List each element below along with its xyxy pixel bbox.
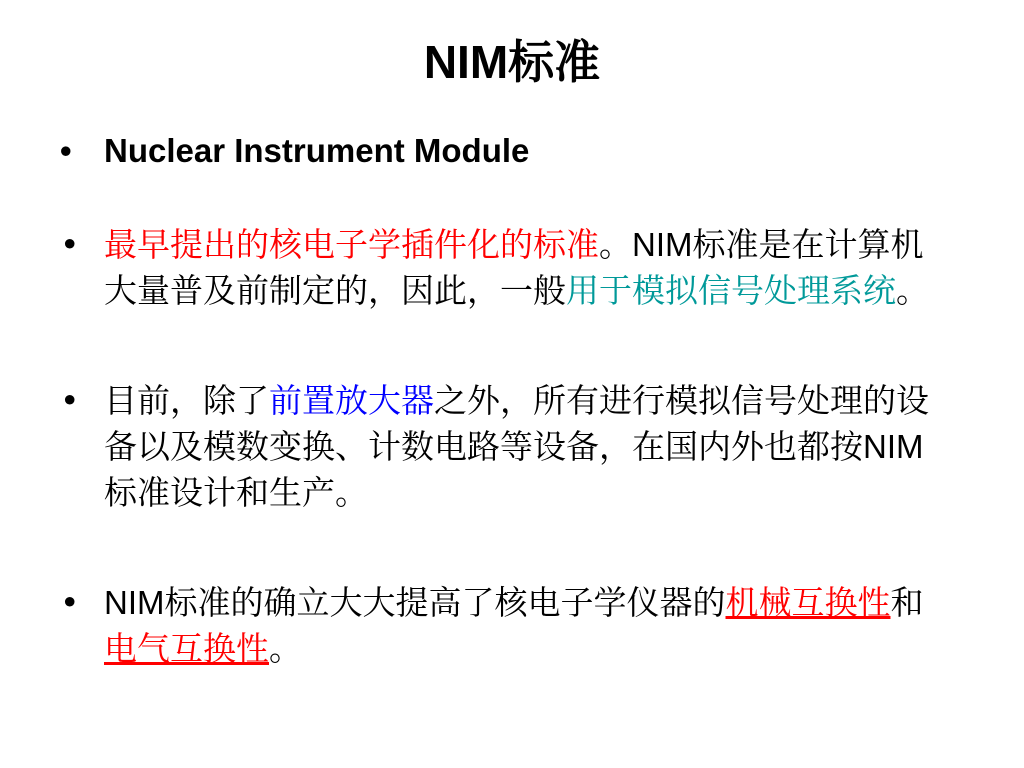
bullet-text: 标准的确立大大提高了核电子学仪器的 [164, 583, 726, 622]
highlight-red-underlined-text: 电气互换性 [104, 629, 269, 668]
bullet-text-latin: NIM [632, 226, 693, 263]
bullet-text: 标准设计和生产。 [104, 473, 368, 512]
slide-title: NIM标准 [423, 36, 601, 88]
bullet-dot: • [60, 381, 80, 420]
bullet-text: 。 [269, 629, 302, 668]
bullet-text: Nuclear Instrument Module [104, 132, 530, 169]
bullet-text-latin: NIM [104, 584, 165, 621]
bullet-item-4 [60, 580, 950, 672]
bullet-text: 。 [599, 225, 632, 264]
bullet-dot: • [60, 583, 80, 622]
bullet-text-latin: NIM [863, 428, 924, 465]
bullet-text: 标准是在计算机大量普及前制定的，因此，一般 [104, 225, 924, 310]
bullet-text: 。 [896, 271, 929, 310]
bullet-dot: • [60, 132, 72, 169]
bullet-item-3 [60, 378, 950, 516]
highlight-teal-text: 用于模拟信号处理系统 [566, 271, 896, 310]
bullet-text: 之外，所有进行模拟信号处理的设备以及模数变换、计数电路等设备，在国内外也都按 [104, 381, 929, 466]
highlight-red-underlined-text: 机械互换性 [725, 583, 891, 622]
highlight-red-text: 最早提出的核电子学插件化的标准 [104, 225, 599, 264]
bullet-dot: • [60, 225, 80, 264]
bullet-item-2 [60, 222, 950, 314]
bullet-text: 目前，除了 [104, 381, 269, 420]
highlight-blue-text: 前置放大器 [269, 381, 434, 420]
bullet-text: 和 [890, 583, 924, 622]
bullet-item-1 [60, 128, 950, 174]
bullet-list [60, 128, 950, 672]
